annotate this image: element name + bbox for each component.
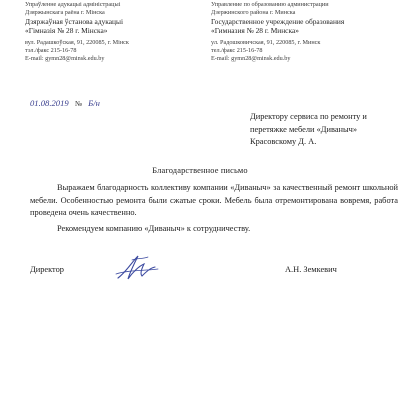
- outgoing-date: 01.08.2019: [30, 98, 69, 108]
- letterhead-belarusian: [25, 1, 190, 62]
- address-line: вул. Радашкоўская, 91, 220085, г. Мінск: [25, 39, 129, 47]
- letter-title: Благодарственное письмо: [152, 166, 248, 175]
- outgoing-number: Б/н: [88, 98, 100, 108]
- signatory-name: А.Н. Земкевич: [285, 265, 337, 274]
- authority-line-1: Управление по образованию администрации: [211, 1, 329, 8]
- addressee-line-2: перетяжке мебели «Диваныч»: [250, 124, 358, 134]
- email-line: E-mail: gymn28@minsk.edu.by: [25, 54, 105, 62]
- letterhead-russian: [211, 1, 386, 62]
- address-line: ул. Радошковичская, 91, 220085, г. Минск: [211, 39, 321, 47]
- letter-paragraph-1: Выражаем благодарность коллективу компании «Диваныч» за качественный ремонт школьной мебели. Особенностью ремонта были сжатые сроки. Мебель была отремонтирована вовремя, работа проведена очень качественно.: [30, 183, 398, 217]
- organization-name-line-2: «Гімназія № 28 г. Мінска»: [25, 25, 108, 35]
- email-line: E-mail: gymn28@minsk.edu.by: [211, 54, 291, 62]
- addressee-block: [250, 111, 395, 149]
- authority-line-2: Дзержинского района г. Минска: [211, 8, 296, 16]
- organization-name-line-2: «Гимназия № 28 г. Минска»: [211, 25, 299, 35]
- outgoing-reference: [30, 98, 100, 108]
- phone-line: тэл./факс 215-16-78: [25, 46, 77, 54]
- handwritten-signature: [112, 252, 162, 284]
- organization-name-line-1: Государственное учреждение образования: [211, 17, 345, 27]
- phone-line: тел./факс 215-16-78: [211, 46, 263, 54]
- authority-line-1: Упраўленне адукацыі адміністрацыі: [25, 1, 121, 8]
- letter-body: [30, 182, 398, 235]
- letter-paragraph-2: Рекомендуем компанию «Диваныч» к сотрудничеству.: [57, 223, 251, 233]
- organization-name-line-1: Дзяржаўная ўстанова адукацыі: [25, 17, 124, 27]
- signatory-role: Директор: [30, 265, 64, 274]
- addressee-line-1: Директору сервиса по ремонту и: [250, 112, 367, 121]
- addressee-name: Красовскому Д. А.: [250, 137, 317, 146]
- authority-line-2: Дзяржынскага раёна г. Мінска: [25, 8, 105, 16]
- number-sign: №: [74, 99, 82, 108]
